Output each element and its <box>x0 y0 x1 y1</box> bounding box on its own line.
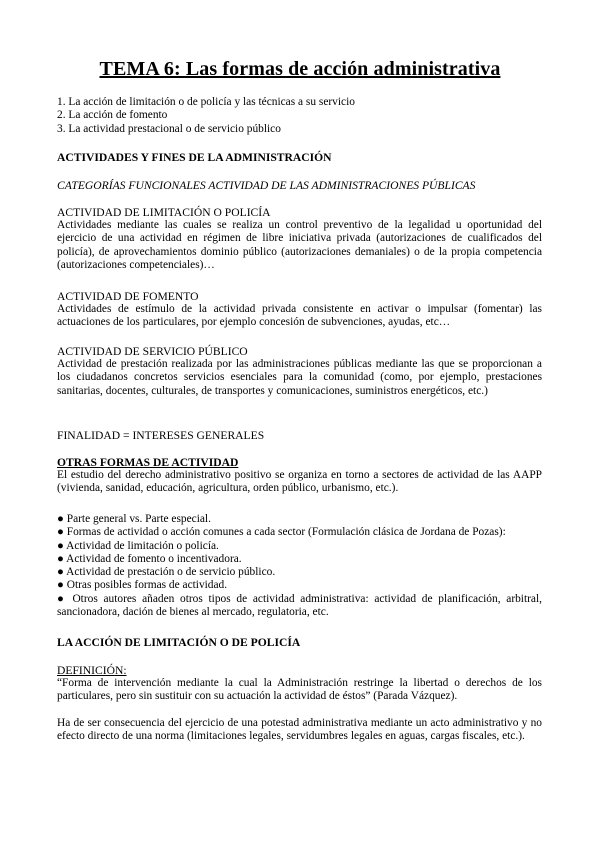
section-heading-actividades: ACTIVIDADES Y FINES DE LA ADMINISTRACIÓN <box>57 151 332 164</box>
bullet-list <box>57 513 542 619</box>
section-heading-otras: OTRAS FORMAS DE ACTIVIDAD <box>57 456 239 469</box>
table-of-contents <box>57 96 542 136</box>
list-item: ● Formas de actividad o acción comunes a cada sector (Formulación clásica de Jordana de Pozas): <box>57 526 506 539</box>
toc-item: 1. La acción de limitación o de policía y las técnicas a su servicio <box>57 96 355 108</box>
heading-fomento: ACTIVIDAD DE FOMENTO <box>57 290 199 303</box>
subheading-categorias: CATEGORÍAS FUNCIONALES ACTIVIDAD DE LAS ADMINISTRACIONES PÚBLICAS <box>57 179 476 192</box>
finalidad-line: FINALIDAD = INTERESES GENERALES <box>57 429 265 442</box>
paragraph-otras-intro: El estudio del derecho administrativo positivo se organiza en torno a sectores de actividad de las AAPP (vivienda, sanidad, educación, agricultura, orden público, urbanismo, etc.). <box>57 469 542 495</box>
list-item: ● Otras posibles formas de actividad. <box>57 579 228 592</box>
page-title: TEMA 6: Las formas de acción administrativa <box>99 58 501 80</box>
paragraph-limitacion: Actividades mediante las cuales se realiza un control preventivo de la legalidad u oportunidad del ejercicio de una actividad en régimen de libre iniciativa privada (autorizaciones de cualificados del policía), de aprovechamientos dominio público (autorizaciones demaniales) o de la propia competencia (autorizaciones competenciales)… <box>57 219 542 271</box>
paragraph-potestad: Ha de ser consecuencia del ejercicio de una potestad administrativa mediante un acto administrativo y no efecto directo de una norma (limitaciones legales, servidumbres legales en aguas, cargas fiscales, etc.). <box>57 717 542 743</box>
list-item: ● Actividad de limitación o policía. <box>57 539 219 552</box>
list-item: ● Actividad de fomento o incentivadora. <box>57 552 242 565</box>
paragraph-fomento: Actividades de estímulo de la actividad privada consistente en activar o impulsar (fomentar) las actuaciones de los particulares, por ejemplo concesión de subvenciones, ayudas, etc… <box>57 303 542 329</box>
list-item: ● Parte general vs. Parte especial. <box>57 513 211 525</box>
heading-servicio: ACTIVIDAD DE SERVICIO PÚBLICO <box>57 345 248 358</box>
section-heading-limitacion-policia: LA ACCIÓN DE LIMITACIÓN O DE POLICÍA <box>57 636 301 649</box>
definition-label: DEFINICIÓN: <box>57 664 127 677</box>
paragraph-servicio: Actividad de prestación realizada por las administraciones públicas mediante las que se proporcionan a los ciudadanos concretos servicios esenciales para la comunidad (como, por ejemplo, prestaciones sanitarias, docentes, culturales, de transportes y comunicaciones, suministros energéticos, etc.) <box>57 358 542 397</box>
heading-limitacion: ACTIVIDAD DE LIMITACIÓN O POLICÍA <box>57 206 271 219</box>
toc-item: 2. La acción de fomento <box>57 109 168 122</box>
definition-text: “Forma de intervención mediante la cual la Administración restringe la libertad o derechos de los particulares, pero sin sustituir con su actuación la actividad de éstos” (Parada Vázquez). <box>57 677 542 703</box>
list-item: ● Otros autores añaden otros tipos de actividad administrativa: actividad de planificación, arbitral, sancionadora, dación de bienes al mercado, regulatoria, etc. <box>57 592 542 619</box>
list-item: ● Actividad de prestación o de servicio público. <box>57 566 276 579</box>
toc-item: 3. La actividad prestacional o de servicio público <box>57 122 281 135</box>
